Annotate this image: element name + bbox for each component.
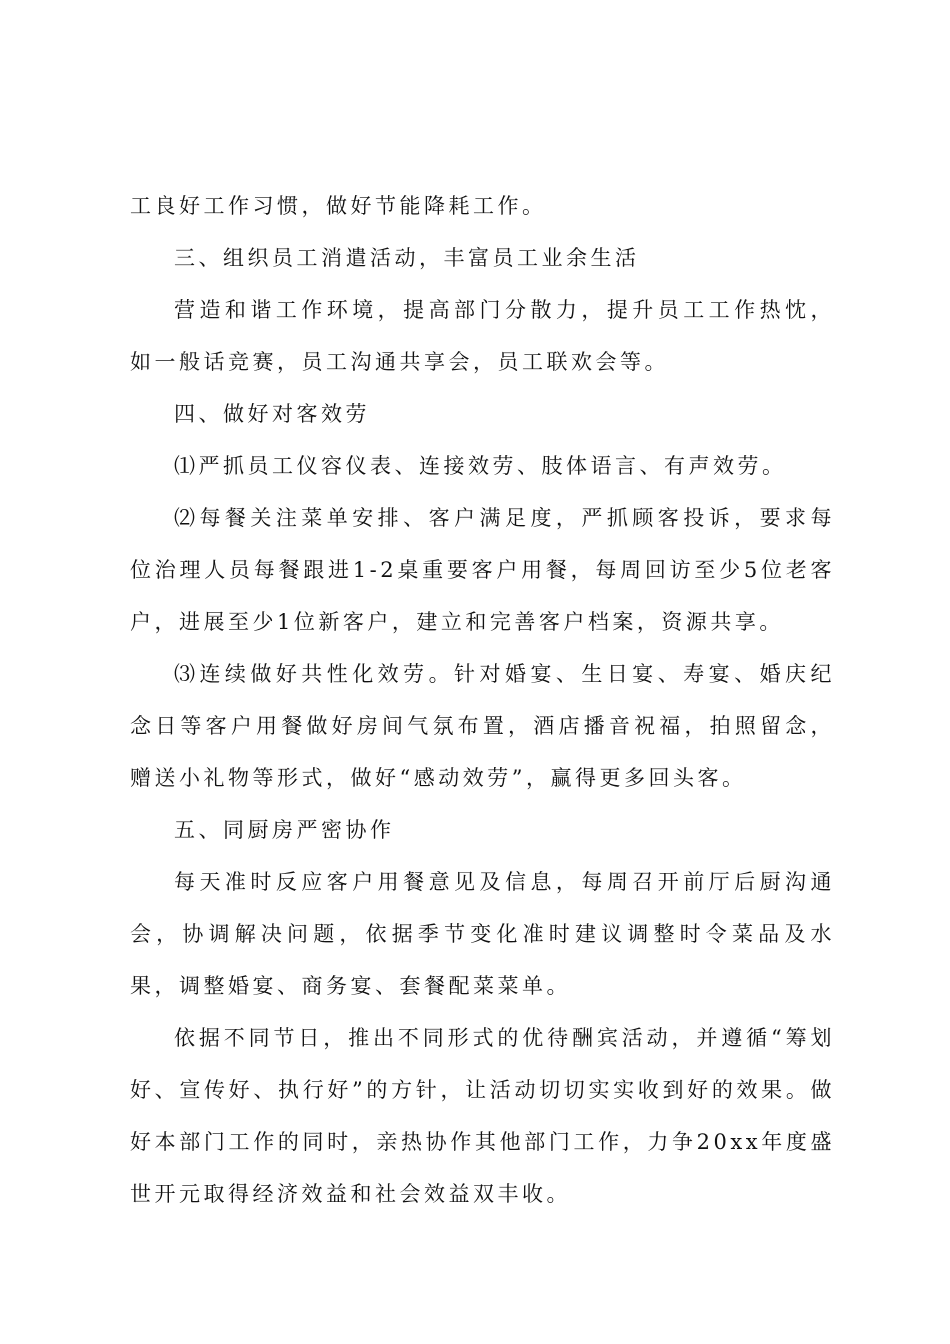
document-body [130,180,835,1220]
list-item-1: ⑴严抓员工仪容仪表、连接效劳、肢体语言、有声效劳。 [174,454,787,478]
paragraph-activities: 营造和谐工作环境，提高部门分散力，提升员工工作热忱，如一般话竞赛，员工沟通共享会，员工联欢会等。 [130,298,835,374]
section-heading-5: 五、同厨房严密协作 [174,818,395,842]
section-heading-3: 三、组织员工消遣活动，丰富员工业余生活 [174,246,640,270]
paragraph-continuation: 工良好工作习惯，做好节能降耗工作。 [130,194,547,218]
paragraph-closing: 依据不同节日，推出不同形式的优待酬宾活动，并遵循“筹划好、宣传好、执行好”的方针，让活动切切实实收到好的效果。做好本部门工作的同时，亲热协作其他部门工作，力争20xx年度盛世开元取得经济效益和社会效益双丰收。 [130,1026,835,1206]
paragraph-kitchen: 每天准时反应客户用餐意见及信息，每周召开前厅后厨沟通会，协调解决问题，依据季节变化准时建议调整时令菜品及水果，调整婚宴、商务宴、套餐配菜菜单。 [130,870,835,998]
list-item-2: ⑵每餐关注菜单安排、客户满足度，严抓顾客投诉，要求每位治理人员每餐跟进1-2桌重要客户用餐，每周回访至少5位老客户，进展至少1位新客户，建立和完善客户档案，资源共享。 [130,506,835,634]
list-item-3: ⑶连续做好共性化效劳。针对婚宴、生日宴、寿宴、婚庆纪念日等客户用餐做好房间气氛布置，酒店播音祝福，拍照留念，赠送小礼物等形式，做好“感动效劳”，赢得更多回头客。 [130,662,835,790]
section-heading-4: 四、做好对客效劳 [174,402,370,426]
